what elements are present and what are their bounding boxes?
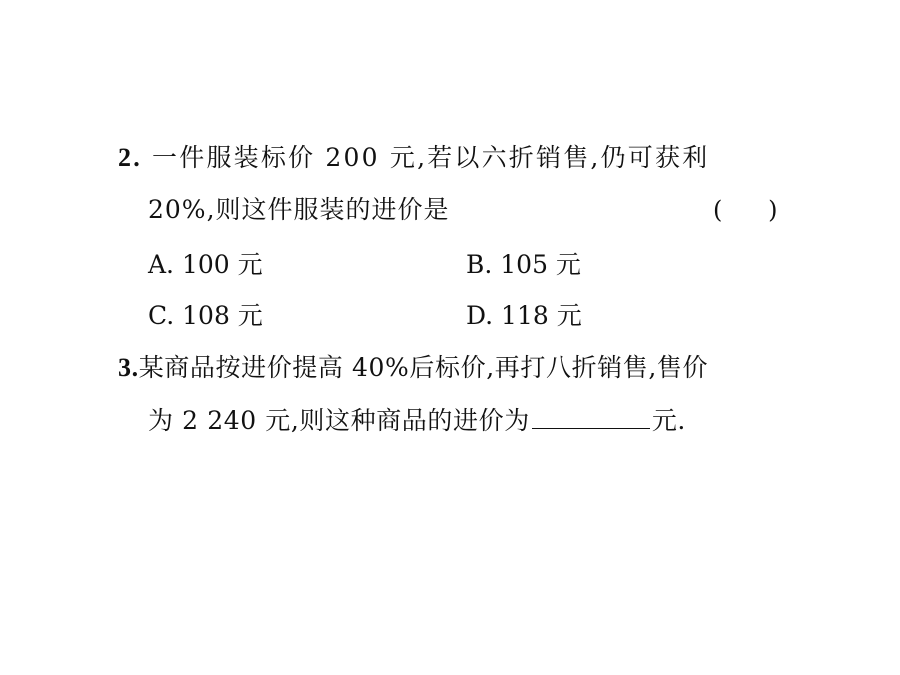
question-2-stem-part-2: 20%,则这件服装的进价是 [148, 195, 450, 224]
question-3-stem-part-3: 元. [651, 406, 686, 435]
answer-bracket: ( ) [713, 196, 778, 224]
question-3-stem-part-2: 为 2 240 元,则这种商品的进价为 [148, 406, 530, 435]
question-2-stem-part-1: 一件服装标价 200 元,若以六折销售,仍可获利 [141, 143, 710, 172]
question-3-line-2 [148, 404, 686, 437]
option-d: D. 118 元 [466, 301, 582, 330]
answer-blank[interactable] [532, 404, 650, 429]
question-2-number: 2. [118, 143, 142, 172]
question-3-stem-part-1: 某商品按进价提高 40%后标价,再打八折销售,售价 [138, 353, 709, 382]
question-3-number: 3. [118, 353, 139, 382]
option-c: C. 108 元 [148, 301, 263, 330]
question-2-line-1 [118, 142, 709, 174]
question-3-line-1 [118, 352, 708, 384]
question-2-line-2 [148, 194, 450, 226]
option-a: A. 100 元 [148, 250, 263, 279]
option-b: B. 105 元 [466, 250, 581, 279]
